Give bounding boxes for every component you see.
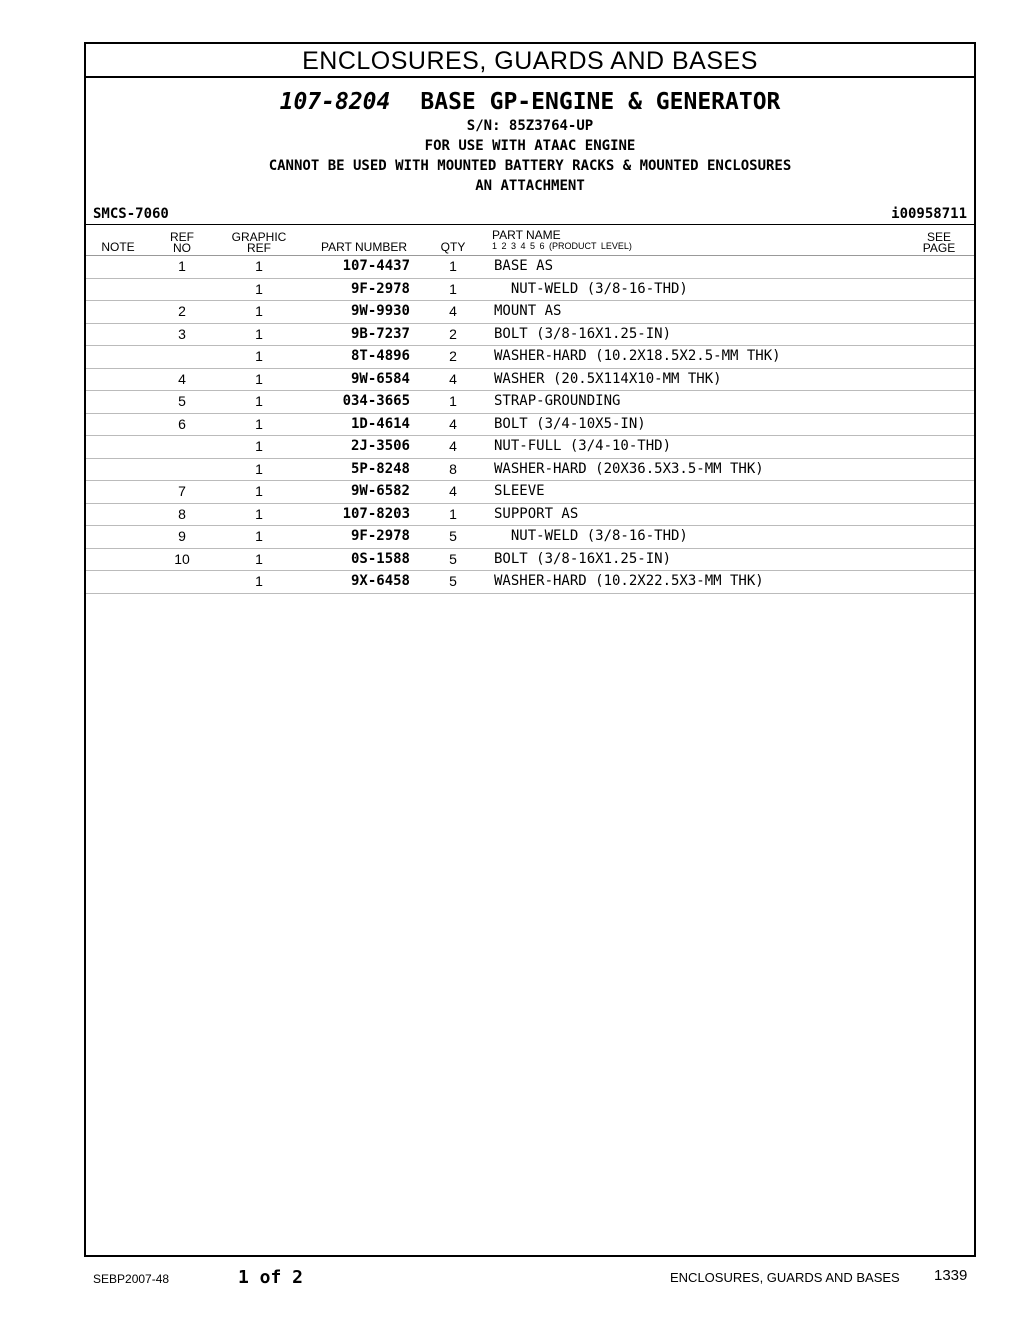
quantity: 4: [449, 483, 457, 499]
ref-number: 3: [178, 325, 186, 342]
col-part-name: [492, 230, 632, 252]
part-name: WASHER-HARD (10.2X22.5X3-MM THK): [494, 573, 764, 589]
quantity: 4: [449, 415, 457, 432]
group-part-number: 107-8204: [279, 89, 391, 115]
part-name: NUT-WELD (3/8-16-THD): [494, 528, 688, 544]
part-name: SUPPORT AS: [494, 505, 579, 522]
table-row: [86, 301, 974, 324]
part-number: 107-4437: [342, 258, 410, 274]
quantity: 1: [449, 258, 457, 274]
ref-number: 2: [178, 303, 186, 319]
table-row: [86, 571, 974, 594]
graphic-ref: 1: [255, 573, 263, 589]
graphic-ref: 1: [255, 393, 263, 409]
part-name: STRAP-GROUNDING: [494, 393, 621, 409]
header-rule: [86, 224, 974, 225]
part-number: 1D-4614: [350, 415, 410, 432]
table-row: [86, 279, 974, 302]
graphic-ref: 1: [255, 280, 263, 297]
smcs-code: SMCS-7060: [93, 206, 169, 222]
part-number: 9B-7237: [350, 325, 410, 342]
illustration-id: i00958711: [891, 206, 967, 222]
quantity: 1: [449, 393, 457, 409]
ref-number: 4: [178, 370, 186, 387]
table-row: [86, 369, 974, 392]
graphic-ref: 1: [255, 370, 263, 387]
quantity: 8: [449, 460, 457, 477]
quantity: 1: [449, 505, 457, 522]
ref-number: 8: [178, 505, 186, 522]
ref-number: 7: [178, 483, 186, 499]
group-title: [86, 88, 974, 116]
col-graphic: [226, 232, 292, 254]
col-graphic-bottom: REF: [247, 241, 271, 255]
graphic-ref: 1: [255, 325, 263, 342]
table-row: [86, 414, 974, 437]
col-product-levels: 1 2 3 4 5 6 (PRODUCT LEVEL): [492, 241, 632, 251]
part-number: 107-8203: [342, 505, 410, 522]
quantity: 5: [449, 528, 457, 544]
part-name: NUT-WELD (3/8-16-THD): [494, 280, 688, 297]
table-row: [86, 256, 974, 279]
part-number: 9W-9930: [350, 303, 410, 319]
quantity: 5: [449, 550, 457, 567]
part-number: 0S-1588: [350, 550, 410, 567]
quantity: 1: [449, 280, 457, 297]
graphic-ref: 1: [255, 528, 263, 544]
part-name: BOLT (3/8-16X1.25-IN): [494, 550, 672, 567]
table-row: [86, 346, 974, 369]
quantity: 2: [449, 348, 457, 364]
graphic-ref: 1: [255, 460, 263, 477]
col-see-bottom: PAGE: [922, 241, 956, 255]
page-of: 1 of 2: [238, 1267, 304, 1288]
table-row: [86, 481, 974, 504]
ref-number: 10: [174, 550, 190, 567]
section-title: ENCLOSURES, GUARDS AND BASES: [86, 44, 974, 78]
quantity: 4: [449, 370, 457, 387]
part-number: 9X-6458: [350, 573, 410, 589]
ref-number: 5: [178, 393, 186, 409]
col-see-top: SEE: [926, 230, 951, 244]
attachment-note: AN ATTACHMENT: [475, 178, 585, 194]
graphic-ref: 1: [255, 438, 263, 454]
col-note: NOTE: [101, 240, 135, 254]
document-number: SEBP2007-48: [93, 1272, 170, 1286]
graphic-ref: 1: [255, 415, 263, 432]
table-row: [86, 436, 974, 459]
quantity: 2: [449, 325, 457, 342]
usage-note: FOR USE WITH ATAAC ENGINE: [424, 138, 636, 154]
part-name: WASHER-HARD (20X36.5X3.5-MM THK): [494, 460, 764, 477]
quantity: 5: [449, 573, 457, 589]
parts-list: [86, 256, 974, 594]
ref-number: 9: [178, 528, 186, 544]
graphic-ref: 1: [255, 303, 263, 319]
quantity: 4: [449, 303, 457, 319]
col-part-number: PART NUMBER: [320, 240, 407, 254]
table-row: [86, 391, 974, 414]
graphic-ref: 1: [255, 348, 263, 364]
part-number: 034-3665: [342, 393, 410, 409]
col-part-name-label: PART NAME: [492, 228, 561, 242]
col-ref: [164, 232, 200, 254]
col-graphic-top: GRAPHIC: [231, 230, 287, 244]
table-row: [86, 526, 974, 549]
part-name: SLEEVE: [494, 483, 545, 499]
parts-page-frame: [84, 42, 976, 1257]
graphic-ref: 1: [255, 483, 263, 499]
group-header: [86, 78, 974, 196]
footer-section: ENCLOSURES, GUARDS AND BASES: [670, 1270, 900, 1285]
part-number: 9F-2978: [350, 280, 410, 297]
graphic-ref: 1: [255, 505, 263, 522]
graphic-ref: 1: [255, 258, 263, 274]
ref-number: 1: [178, 258, 186, 274]
part-number: 2J-3506: [350, 438, 410, 454]
part-number: 8T-4896: [350, 348, 410, 364]
group-name: BASE GP-ENGINE & GENERATOR: [420, 89, 781, 115]
part-number: 9F-2978: [350, 528, 410, 544]
part-name: MOUNT AS: [494, 303, 562, 319]
part-number: 9W-6584: [350, 370, 410, 387]
serial-number: S/N: 85Z3764-UP: [466, 118, 594, 134]
part-name: BASE AS: [494, 258, 554, 274]
part-name: BOLT (3/8-16X1.25-IN): [494, 325, 672, 342]
col-ref-top: REF: [170, 230, 194, 244]
part-number: 9W-6582: [350, 483, 410, 499]
table-row: [86, 459, 974, 482]
table-row: [86, 324, 974, 347]
quantity: 4: [449, 438, 457, 454]
part-name: WASHER-HARD (10.2X18.5X2.5-MM THK): [494, 348, 781, 364]
col-qty: QTY: [440, 240, 466, 254]
part-number: 5P-8248: [350, 460, 410, 477]
graphic-ref: 1: [255, 550, 263, 567]
col-see-page: [916, 232, 962, 254]
page-number: 1339: [934, 1267, 968, 1284]
part-name: WASHER (20.5X114X10-MM THK): [494, 370, 722, 387]
restriction-note: CANNOT BE USED WITH MOUNTED BATTERY RACKS & MOUNTED ENCLOSURES: [268, 158, 792, 174]
part-name: NUT-FULL (3/4-10-THD): [494, 438, 672, 454]
table-row: [86, 504, 974, 527]
table-row: [86, 549, 974, 572]
part-name: BOLT (3/4-10X5-IN): [494, 415, 646, 432]
col-ref-bottom: NO: [173, 241, 191, 255]
ref-number: 6: [178, 415, 186, 432]
